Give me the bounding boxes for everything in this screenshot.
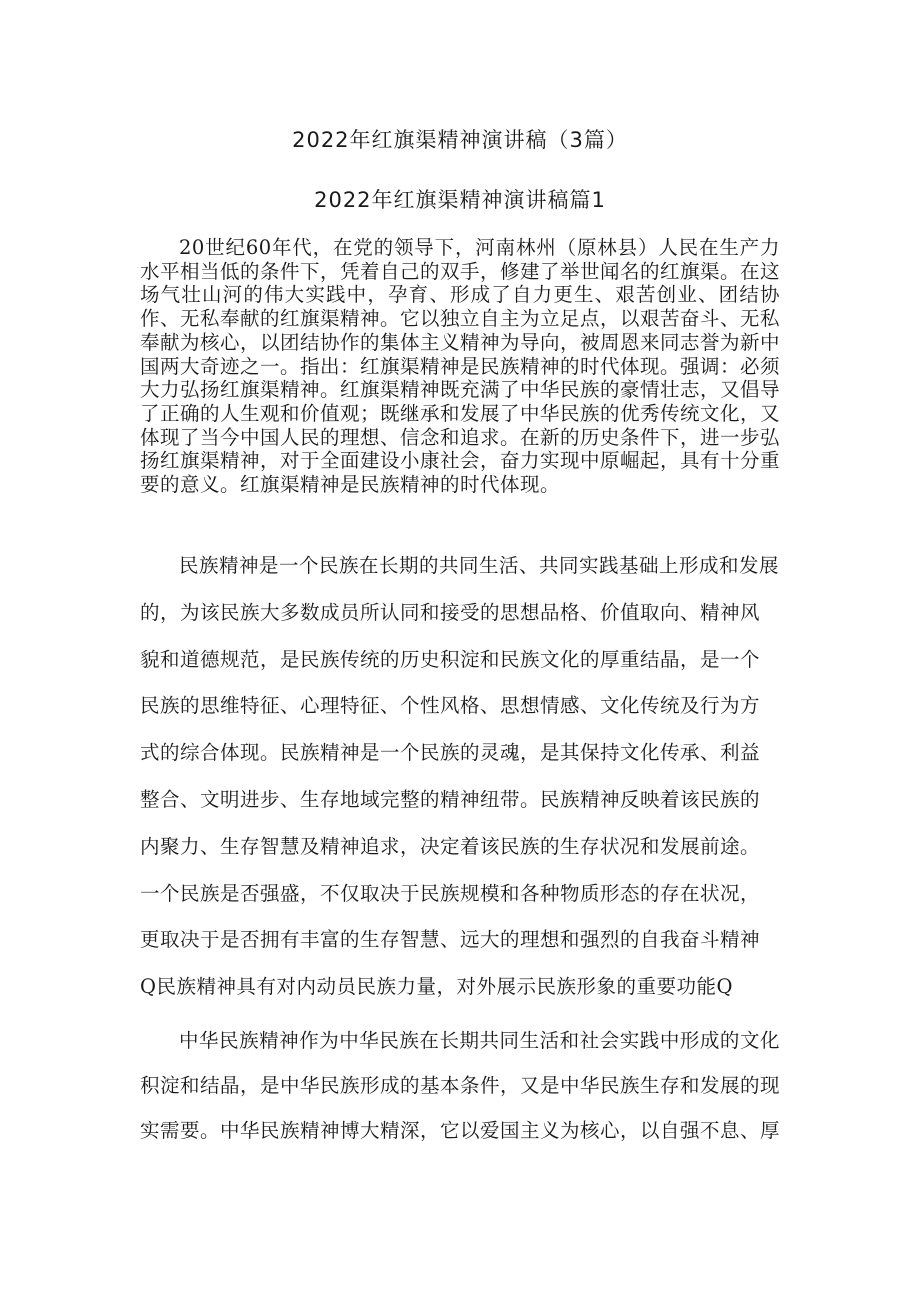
- section-title: 2022年红旗渠精神演讲稿篇1: [314, 188, 606, 212]
- paragraph-2-line: Q民族精神具有对内动员民族力量，对外展示民族形象的重要功能Q: [140, 975, 733, 999]
- paragraph-2-line: 式的综合体现。民族精神是一个民族的灵魂，是其保持文化传承、利益: [140, 741, 761, 765]
- paragraph-2-line: 更取决于是否拥有丰富的生存智慧、远大的理想和强烈的自我奋斗精神: [140, 928, 761, 952]
- paragraph-2-line: 民族的思维特征、心理特征、个性风格、思想情感、文化传统及行为方: [140, 694, 761, 718]
- paragraph-2-line: 民族精神是一个民族在长期的共同生活、共同实践基础上形成和发展: [179, 554, 780, 577]
- paragraph-2-line: 一个民族是否强盛，不仅取决于民族规模和各种物质形态的存在状况，: [140, 881, 761, 905]
- paragraph-2-line: 整合、文明进步、生存地域完整的精神纽带。民族精神反映着该民族的: [140, 787, 761, 811]
- paragraph-2-line: 貌和道德规范，是民族传统的历史积淀和民族文化的厚重结晶，是一个: [140, 647, 761, 671]
- paragraph-3: 中华民族精神作为中华民族在长期共同生活和社会实践中形成的文化积淀和结晶，是中华民族形成的基本条件，又是中华民族生存和发展的现实需要。中华民族精神博大精深，它以爱国主义为核心，以自强不息、厚: [140, 1029, 781, 1142]
- paragraph-1: 20世纪60年代，在党的领导下，河南林州（原林县）人民在生产力水平相当低的条件下，凭着自己的双手，修建了举世闻名的红旗渠。在这场气壮山河的伟大实践中，孕育、形成了自力更生、艰苦创业、团结协作、无私奉献的红旗渠精神。它以独立自主为立足点，以艰苦奋斗、无私奉献为核心，以团结协作的集体主义精神为导向，被周恩来同志誉为新中国两大奇迹之一。指出：红旗渠精神是民族精神的时代体现。强调：必须大力弘扬红旗渠精神。红旗渠精神既充满了中华民族的豪情壮志，又倡导了正确的人生观和价值观；既继承和发展了中华民族的优秀传统文化，又体现了当今中国人民的理想、信念和追求。在新的历史条件下，进一步弘扬红旗渠精神，对于全面建设小康社会，奋力实现中原崛起，具有十分重要的意义。红旗渠精神是民族精神的时代体现。: [140, 236, 781, 497]
- paragraph-2-line: 内聚力、生存智慧及精神追求，决定着该民族的生存状况和发展前途。: [140, 834, 761, 858]
- paragraph-2: [140, 543, 780, 1011]
- document-title: 2022年红旗渠精神演讲稿（3篇）: [292, 128, 628, 152]
- paragraph-2-line: 的，为该民族大多数成员所认同和接受的思想品格、价值取向、精神风: [140, 600, 761, 624]
